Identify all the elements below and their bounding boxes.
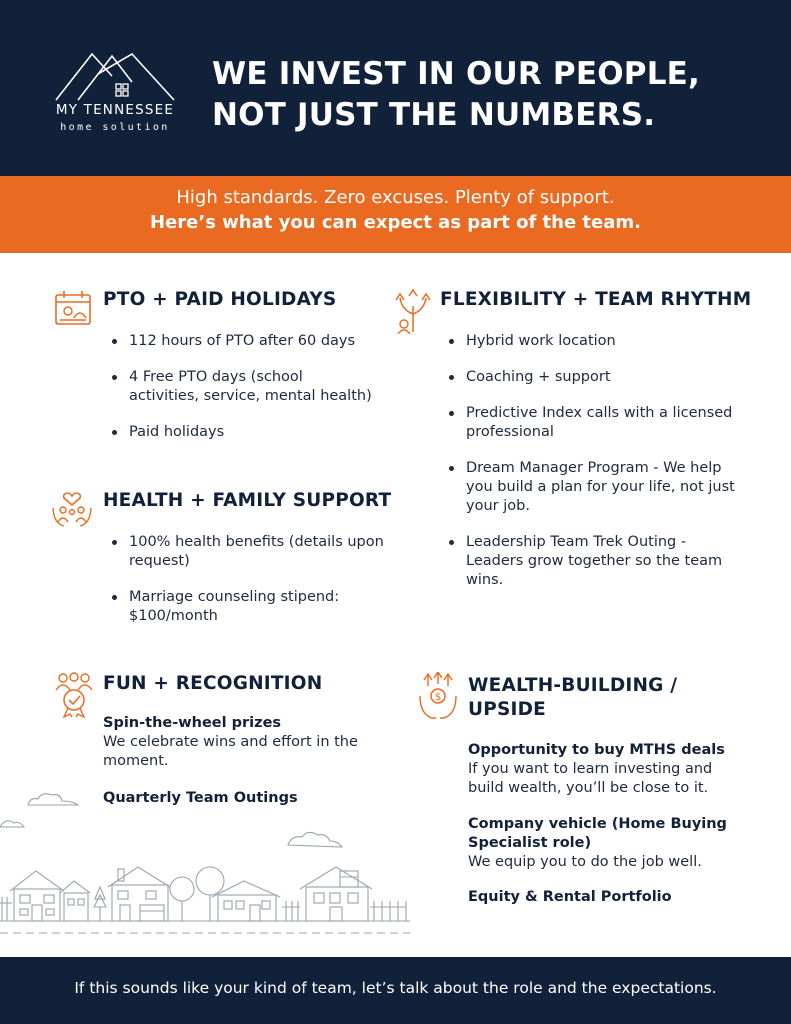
item-text: If you want to learn investing and build wealth, you’ll be close to it.	[468, 761, 713, 796]
headline-line-1: WE INVEST IN OUR PEOPLE,	[212, 56, 701, 92]
branching-arrows-icon	[394, 288, 432, 338]
list-item: 112 hours of PTO after 60 days	[107, 332, 377, 351]
list-item: Hybrid work location	[444, 332, 739, 351]
wealth-item-company-vehicle	[468, 815, 728, 872]
footer-call-to-action: If this sounds like your kind of team, let’s talk about the role and the expectations.	[74, 979, 717, 997]
family-heart-hands-icon	[52, 488, 92, 532]
fun-item-spin-wheel	[103, 714, 373, 771]
house-roof-logo-icon	[54, 48, 176, 104]
item-title: Equity & Rental Portfolio	[468, 889, 672, 905]
health-section-title: HEALTH + FAMILY SUPPORT	[103, 490, 392, 511]
list-item: Paid holidays	[107, 423, 377, 442]
headline-line-2: NOT JUST THE NUMBERS.	[212, 97, 656, 133]
company-logo	[44, 48, 186, 140]
item-title: Quarterly Team Outings	[103, 790, 298, 806]
banner-line-2: Here’s what you can expect as part of the team.	[150, 212, 641, 233]
tagline-banner	[0, 176, 791, 253]
banner-line-1: High standards. Zero excuses. Plenty of support.	[176, 187, 615, 208]
header-bar	[0, 0, 791, 176]
list-item: Predictive Index calls with a licensed professional	[444, 404, 739, 442]
item-title: Spin-the-wheel prizes	[103, 715, 282, 731]
neighborhood-illustration	[0, 785, 420, 945]
logo-tagline: home solution	[60, 122, 170, 133]
pto-benefits-list	[107, 332, 377, 459]
list-item: Coaching + support	[444, 368, 739, 387]
list-item: Leadership Team Trek Outing - Leaders grow together so the team wins.	[444, 533, 739, 590]
health-benefits-list	[107, 533, 397, 643]
item-title: Opportunity to buy MTHS deals	[468, 742, 725, 758]
flexibility-section-title: FLEXIBILITY + TEAM RHYTHM	[440, 289, 752, 310]
fun-section-title: FUN + RECOGNITION	[103, 673, 323, 694]
list-item: 100% health benefits (details upon request)	[107, 533, 397, 571]
footer-bar	[0, 957, 791, 1024]
svg-text:$: $	[434, 692, 442, 703]
list-item: Dream Manager Program - We help you build a plan for your life, not just your job.	[444, 459, 739, 516]
page-headline	[212, 54, 700, 136]
list-item: Marriage counseling stipend: $100/month	[107, 588, 397, 626]
logo-company-name: MY TENNESSEE	[55, 102, 175, 118]
wealth-section-title: WEALTH-BUILDING / UPSIDE	[468, 675, 678, 720]
item-title: Company vehicle (Home Buying Specialist role)	[468, 816, 727, 851]
team-award-icon	[54, 672, 94, 722]
wealth-item-equity-portfolio	[468, 888, 738, 907]
pto-section-title: PTO + PAID HOLIDAYS	[103, 289, 337, 310]
flexibility-benefits-list	[444, 332, 739, 607]
item-text: We celebrate wins and effort in the moment.	[103, 734, 358, 769]
money-growth-hands-icon	[418, 672, 458, 726]
calendar-beach-icon	[54, 290, 92, 330]
wealth-item-buy-deals	[468, 741, 738, 798]
list-item: 4 Free PTO days (school activities, service, mental health)	[107, 368, 377, 406]
item-text: We equip you to do the job well.	[468, 854, 702, 870]
